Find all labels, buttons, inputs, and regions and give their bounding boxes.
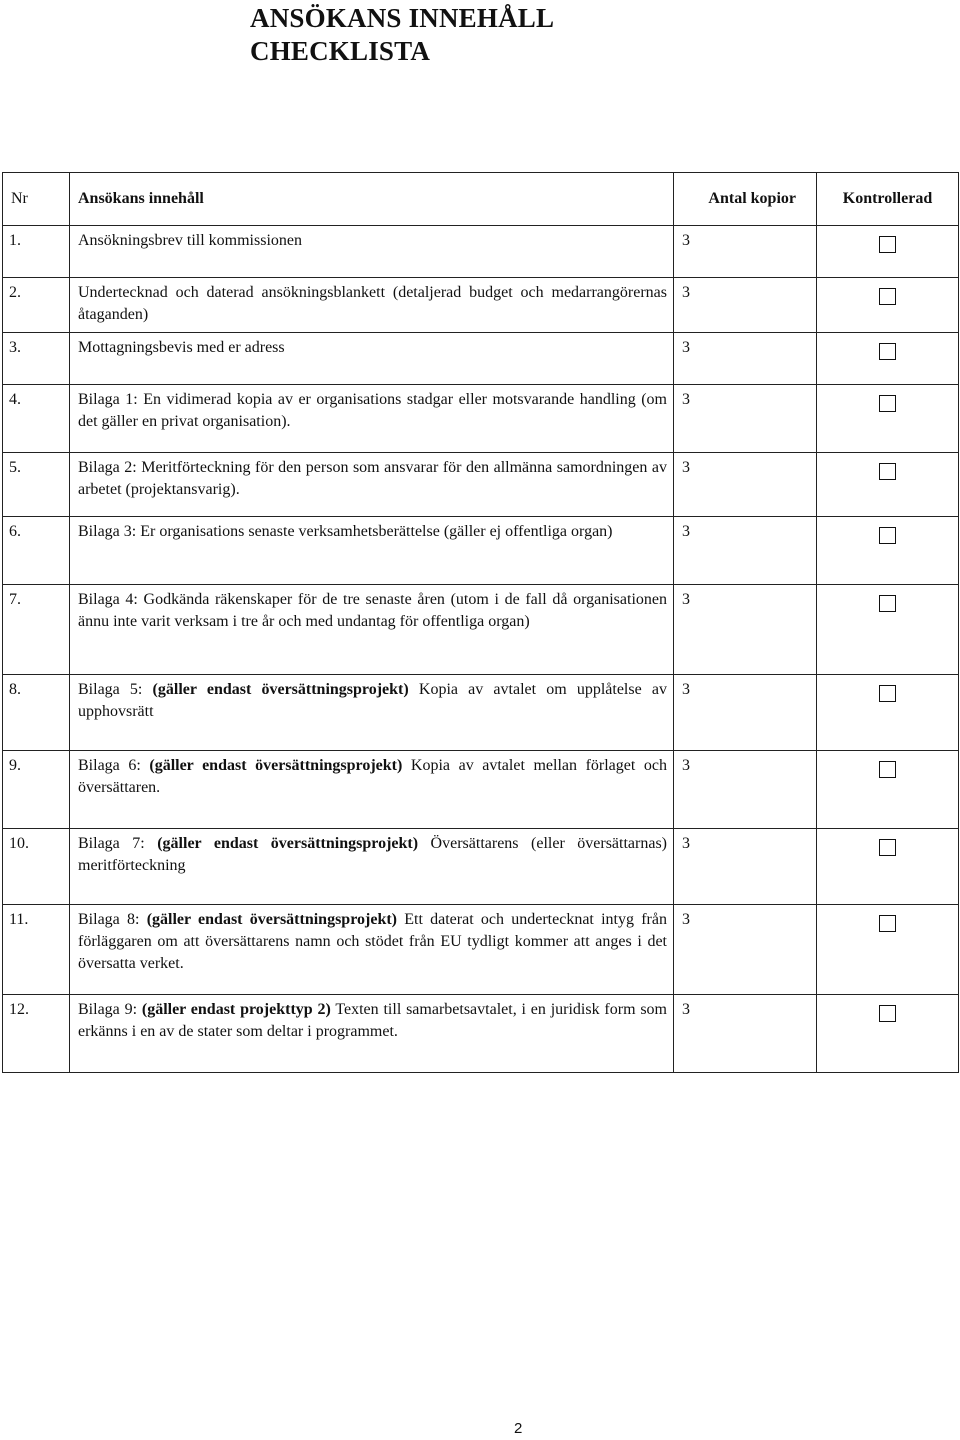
checkbox[interactable]: [879, 527, 896, 544]
row-number: 4.: [9, 391, 21, 408]
row-copies: 3: [682, 757, 690, 774]
row-copies: 3: [682, 591, 690, 608]
checkbox[interactable]: [879, 463, 896, 480]
checkbox[interactable]: [879, 343, 896, 360]
row-number: 11.: [9, 911, 29, 928]
row-copies: 3: [682, 523, 690, 540]
page-number: 2: [514, 1420, 523, 1437]
row-text: Bilaga 2: Meritförteckning för den person som ansvarar för den allmänna samordningen av arbetet (projektansvarig).: [78, 459, 667, 498]
table-row: [3, 278, 959, 333]
row-number: 5.: [9, 459, 21, 476]
row-number: 12.: [9, 1001, 29, 1018]
table-row: [3, 385, 959, 453]
checkbox[interactable]: [879, 595, 896, 612]
row-text: Undertecknad och daterad ansökningsblankett (detaljerad budget och medarrangörernas åtaganden): [78, 284, 667, 323]
row-copies: 3: [682, 835, 690, 852]
table-row: [3, 751, 959, 829]
table-row: [3, 585, 959, 675]
table-row: [3, 453, 959, 517]
checkbox[interactable]: [879, 236, 896, 253]
header-checked: Kontrollerad: [817, 173, 959, 226]
title-line-2: CHECKLISTA: [250, 36, 431, 66]
table-row: [3, 517, 959, 585]
row-copies: 3: [682, 681, 690, 698]
row-text: Bilaga 4: Godkända räkenskaper för de tre senaste åren (utom i de fall då organisationen ännu inte varit verksam i tre år och med undantag för offentliga organ): [78, 591, 667, 630]
row-text: Mottagningsbevis med er adress: [78, 339, 285, 356]
row-text: Bilaga 6: (gäller endast översättningsprojekt) Kopia av avtalet mellan förlaget och översättaren.: [78, 757, 667, 796]
table-row: [3, 226, 959, 278]
row-number: 2.: [9, 284, 21, 301]
table-row: [3, 675, 959, 751]
row-number: 10.: [9, 835, 29, 852]
table-row: [3, 995, 959, 1073]
row-text: Bilaga 9: (gäller endast projekttyp 2) Texten till samarbetsavtalet, i en juridisk form som erkänns i en av de stater som deltar i programmet.: [78, 1001, 668, 1040]
row-number: 1.: [9, 232, 21, 249]
checklist-table: [2, 172, 959, 1073]
checkbox[interactable]: [879, 839, 896, 856]
row-copies: 3: [682, 232, 690, 249]
table-row: [3, 905, 959, 995]
row-number: 3.: [9, 339, 21, 356]
title-line-1: ANSÖKANS INNEHÅLL: [250, 3, 555, 33]
row-text: Bilaga 5: (gäller endast översättningsprojekt) Kopia av avtalet om upplåtelse av upphovsrätt: [78, 681, 667, 720]
row-text: Bilaga 7: (gäller endast översättningsprojekt) Översättarens (eller översättarnas) meritförteckning: [78, 835, 668, 874]
row-number: 6.: [9, 523, 21, 540]
row-copies: 3: [682, 339, 690, 356]
header-nr: Nr: [3, 173, 70, 226]
checkbox[interactable]: [879, 288, 896, 305]
row-copies: 3: [682, 911, 690, 928]
row-copies: 3: [682, 459, 690, 476]
header-content: Ansökans innehåll: [70, 173, 674, 226]
checkbox[interactable]: [879, 1005, 896, 1022]
table-row: [3, 333, 959, 385]
checkbox[interactable]: [879, 395, 896, 412]
row-copies: 3: [682, 391, 690, 408]
row-text: Bilaga 3: Er organisations senaste verksamhetsberättelse (gäller ej offentliga organ): [78, 523, 613, 540]
row-number: 7.: [9, 591, 21, 608]
checkbox[interactable]: [879, 915, 896, 932]
checkbox[interactable]: [879, 685, 896, 702]
table-header-row: [3, 173, 959, 226]
row-copies: 3: [682, 284, 690, 301]
row-number: 8.: [9, 681, 21, 698]
checkbox[interactable]: [879, 761, 896, 778]
row-copies: 3: [682, 1001, 690, 1018]
row-number: 9.: [9, 757, 21, 774]
document-title: [250, 2, 710, 68]
table-row: [3, 829, 959, 905]
row-text: Bilaga 1: En vidimerad kopia av er organisations stadgar eller motsvarande handling (om det gäller en privat organisation).: [78, 391, 667, 430]
row-text: Ansökningsbrev till kommissionen: [78, 232, 302, 249]
header-copies: Antal kopior: [674, 173, 817, 226]
row-text: Bilaga 8: (gäller endast översättningsprojekt) Ett daterat och undertecknat intyg från förläggaren om att översättarens namn och stödet från EU tydligt kommer att anges i det översatta verket.: [78, 911, 667, 972]
